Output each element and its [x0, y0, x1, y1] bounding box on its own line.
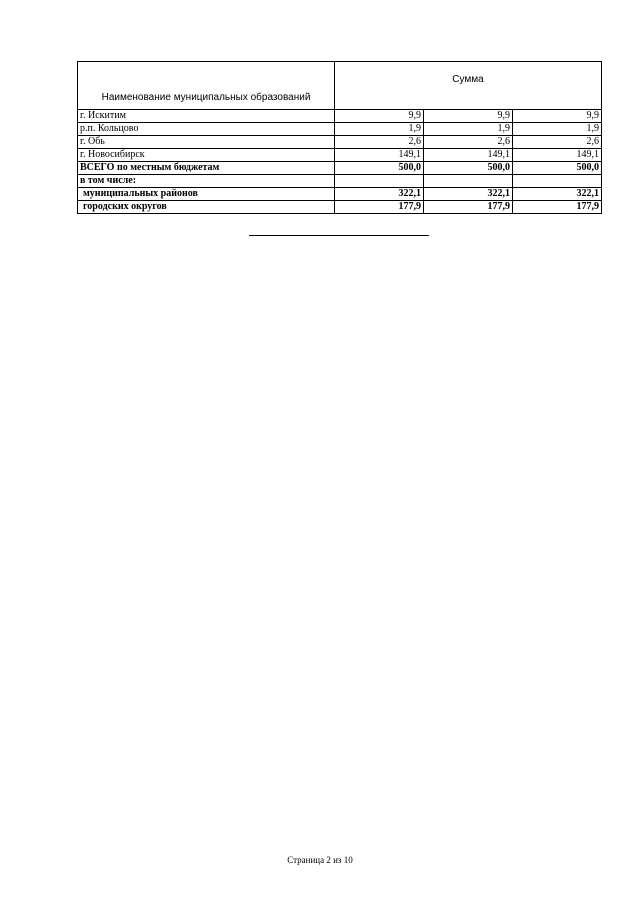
table-row-subtotal [78, 188, 602, 201]
separator-line [249, 235, 429, 236]
table-row-subheading [78, 175, 602, 188]
table-row-total [78, 162, 602, 175]
row-value: 1,9 [513, 123, 602, 136]
page-number: Страница 2 из 10 [287, 855, 353, 865]
row-value [513, 175, 602, 188]
row-value: 2,6 [424, 136, 513, 149]
row-value: 2,6 [335, 136, 424, 149]
table-row [78, 110, 602, 123]
table-header-row [78, 62, 602, 110]
row-name: р.п. Кольцово [78, 123, 335, 136]
row-value: 2,6 [513, 136, 602, 149]
table-row [78, 136, 602, 149]
row-name: г. Обь [78, 136, 335, 149]
budget-table [77, 61, 602, 214]
table-row [78, 123, 602, 136]
row-name: г. Искитим [78, 110, 335, 123]
row-name: г. Новосибирск [78, 149, 335, 162]
row-value: 149,1 [335, 149, 424, 162]
row-name: городских округов [78, 201, 335, 214]
row-value: 149,1 [513, 149, 602, 162]
table-row [78, 149, 602, 162]
row-value: 500,0 [424, 162, 513, 175]
row-value: 500,0 [513, 162, 602, 175]
row-value: 322,1 [335, 188, 424, 201]
table-row-subtotal [78, 201, 602, 214]
row-value: 177,9 [424, 201, 513, 214]
row-value: 322,1 [513, 188, 602, 201]
row-value: 9,9 [424, 110, 513, 123]
row-name: муниципальных районов [78, 188, 335, 201]
row-value: 1,9 [335, 123, 424, 136]
row-value: 177,9 [513, 201, 602, 214]
row-value: 9,9 [513, 110, 602, 123]
header-name: Наименование муниципальных образований [78, 62, 335, 110]
row-value: 9,9 [335, 110, 424, 123]
row-name: в том числе: [78, 175, 335, 188]
row-value [335, 175, 424, 188]
header-sum: Сумма [335, 62, 602, 110]
row-value: 1,9 [424, 123, 513, 136]
row-name: ВСЕГО по местным бюджетам [78, 162, 335, 175]
row-value: 322,1 [424, 188, 513, 201]
row-value: 177,9 [335, 201, 424, 214]
row-value: 149,1 [424, 149, 513, 162]
row-value [424, 175, 513, 188]
row-value: 500,0 [335, 162, 424, 175]
